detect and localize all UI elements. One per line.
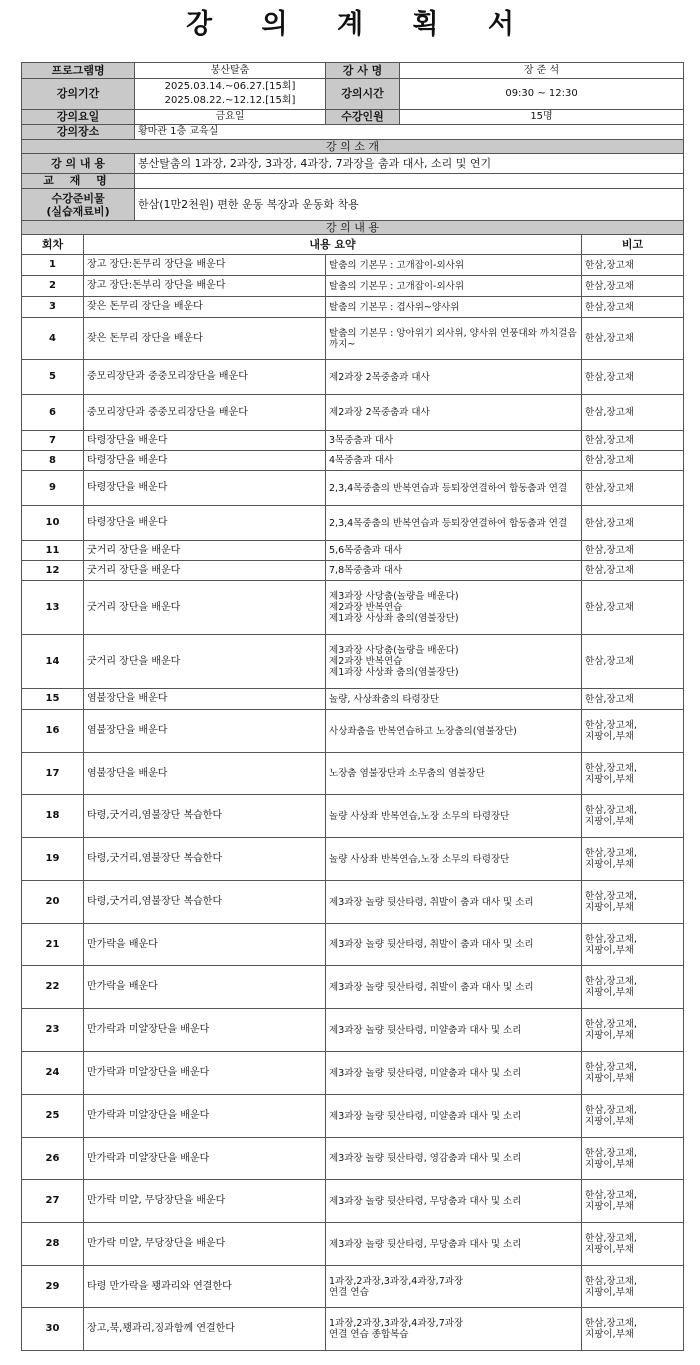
session-summary: 제3과장 사당춤(놀량을 배운다) 제2과장 반복연습 제1과장 사상좌 춤의(염불장단): [326, 581, 582, 635]
session-number: 19: [22, 838, 84, 881]
session-note: 한삼,장고채, 지팡이,부채: [582, 881, 684, 924]
session-note: 한삼,장고채: [582, 471, 684, 506]
session-activity: 잦은 돈무리 장단을 배운다: [84, 318, 326, 360]
session-number: 29: [22, 1266, 84, 1308]
session-activity: 중모리장단과 중중모리장단을 배운다: [84, 360, 326, 395]
session-row: [22, 881, 684, 924]
session-summary: 탈춤의 기본무 : 고개잡이-외사위: [326, 255, 582, 276]
content-value: 봉산탈춤의 1과장, 2과장, 3과장, 4과장, 7과장을 춤과 대사, 소리 및 연기: [135, 154, 684, 174]
session-row: [22, 541, 684, 561]
session-summary: 5,6목중춤과 대사: [326, 541, 582, 561]
session-row: [22, 753, 684, 795]
session-number: 30: [22, 1308, 84, 1351]
instructor-value: 장 준 석: [400, 63, 684, 79]
period-value: [135, 79, 326, 110]
place-value: 황마관 1층 교육실: [135, 125, 684, 140]
session-activity: 염불장단을 배운다: [84, 710, 326, 753]
session-summary: 제2과장 2목중춤과 대사: [326, 360, 582, 395]
session-activity: 타령,굿거리,염불장단 복습한다: [84, 838, 326, 881]
session-activity: 장고 장단:돈무리 장단을 배운다: [84, 255, 326, 276]
session-row: [22, 581, 684, 635]
lecture-plan-table: [21, 62, 684, 1351]
session-number: 2: [22, 276, 84, 297]
program-value: 봉산탈춤: [135, 63, 326, 79]
supplies-label-line-1: 수강준비물: [51, 191, 105, 205]
plan-rows: [22, 255, 684, 1351]
session-note: 한삼,장고채, 지팡이,부채: [582, 1095, 684, 1138]
session-row: [22, 838, 684, 881]
session-summary: 노장춤 염불장단과 소무춤의 염불장단: [326, 753, 582, 795]
session-activity: 타령,굿거리,염불장단 복습한다: [84, 795, 326, 838]
session-note: 한삼,장고채: [582, 581, 684, 635]
session-activity: 만가락과 미얄장단을 배운다: [84, 1095, 326, 1138]
session-note: 한삼,장고채, 지팡이,부채: [582, 1138, 684, 1180]
session-row: [22, 1266, 684, 1308]
session-number: 12: [22, 561, 84, 581]
session-note: 한삼,장고채, 지팡이,부채: [582, 795, 684, 838]
session-summary: 사상좌춤을 반복연습하고 노장춤의(염불장단): [326, 710, 582, 753]
session-activity: 염불장단을 배운다: [84, 689, 326, 710]
session-number: 26: [22, 1138, 84, 1180]
session-row: [22, 255, 684, 276]
session-row: [22, 431, 684, 451]
session-number: 6: [22, 395, 84, 431]
session-number: 27: [22, 1180, 84, 1223]
session-note: 한삼,장고채: [582, 635, 684, 689]
session-activity: 타령 만가락을 꽹과리와 연결한다: [84, 1266, 326, 1308]
session-row: [22, 360, 684, 395]
session-summary: 탈춤의 기본무 : 겹사위~양사위: [326, 297, 582, 318]
session-activity: 장고,북,꽹과리,징과함께 연결한다: [84, 1308, 326, 1351]
session-number: 3: [22, 297, 84, 318]
session-row: [22, 451, 684, 471]
session-note: 한삼,장고채: [582, 360, 684, 395]
session-number: 21: [22, 924, 84, 966]
session-row: [22, 471, 684, 506]
session-number: 1: [22, 255, 84, 276]
session-activity: 만가락과 미얄장단을 배운다: [84, 1138, 326, 1180]
session-activity: 만가락과 미얄장단을 배운다: [84, 1052, 326, 1095]
session-summary: 4목중춤과 대사: [326, 451, 582, 471]
session-activity: 타령장단을 배운다: [84, 431, 326, 451]
session-summary: 제3과장 놀량 뒷산타령, 무당춤과 대사 및 소리: [326, 1223, 582, 1266]
session-number: 8: [22, 451, 84, 471]
session-summary: 제3과장 놀량 뒷산타령, 무당춤과 대사 및 소리: [326, 1180, 582, 1223]
session-summary: 놀량 사상좌 반복연습,노장 소무의 타령장단: [326, 838, 582, 881]
period-line-1: 2025.03.14.~06.27.[15회]: [164, 81, 296, 92]
session-number: 22: [22, 966, 84, 1009]
session-activity: 만가락 미얄, 무당장단을 배운다: [84, 1223, 326, 1266]
capacity-label: 수강인원: [326, 110, 400, 125]
session-summary: 놀량 사상좌 반복연습,노장 소무의 타령장단: [326, 795, 582, 838]
col-summary-header: 내용 요약: [84, 235, 582, 255]
session-note: 한삼,장고채: [582, 318, 684, 360]
session-note: 한삼,장고채, 지팡이,부채: [582, 924, 684, 966]
session-summary: 탈춤의 기본무 : 앙아위기 외사위, 양사위 연풍대와 까치걸음 까지~: [326, 318, 582, 360]
document-title: 강 의 계 획 서: [185, 9, 534, 40]
session-row: [22, 966, 684, 1009]
period-label: 강의기간: [22, 79, 135, 110]
session-row: [22, 1009, 684, 1052]
content-label: 강 의 내 용: [22, 154, 135, 174]
session-number: 28: [22, 1223, 84, 1266]
session-number: 16: [22, 710, 84, 753]
session-row: [22, 561, 684, 581]
session-row: [22, 1138, 684, 1180]
session-note: 한삼,장고채: [582, 276, 684, 297]
session-row: [22, 635, 684, 689]
session-row: [22, 710, 684, 753]
session-activity: 만가락을 배운다: [84, 924, 326, 966]
session-row: [22, 1180, 684, 1223]
session-note: 한삼,장고채: [582, 541, 684, 561]
capacity-value: 15명: [400, 110, 684, 125]
plan-section-header: 강 의 내 용: [22, 221, 684, 235]
intro-section-header: 강 의 소 개: [22, 140, 684, 154]
instructor-label: 강 사 명: [326, 63, 400, 79]
session-summary: 탈춤의 기본무 : 고개잡이-외사위: [326, 276, 582, 297]
session-note: 한삼,장고채, 지팡이,부채: [582, 753, 684, 795]
session-row: [22, 1052, 684, 1095]
session-activity: 타령장단을 배운다: [84, 451, 326, 471]
session-number: 5: [22, 360, 84, 395]
session-summary: 제3과장 사당춤(놀량을 배운다) 제2과장 반복연습 제1과장 사상좌 춤의(염불장단): [326, 635, 582, 689]
textbook-value: [135, 174, 684, 189]
session-summary: 제3과장 놀량 뒷산타령, 취발이 춤과 대사 및 소리: [326, 924, 582, 966]
session-summary: 놀량, 사상좌춤의 타령장단: [326, 689, 582, 710]
session-number: 18: [22, 795, 84, 838]
session-row: [22, 1095, 684, 1138]
session-row: [22, 1308, 684, 1351]
session-note: 한삼,장고채, 지팡이,부채: [582, 1308, 684, 1351]
session-number: 25: [22, 1095, 84, 1138]
session-note: 한삼,장고채, 지팡이,부채: [582, 838, 684, 881]
session-number: 10: [22, 506, 84, 541]
supplies-label-line-2: (실습재료비): [46, 204, 110, 218]
session-activity: 굿거리 장단을 배운다: [84, 635, 326, 689]
session-summary: 제3과장 놀량 뒷산타령, 영감춤과 대사 및 소리: [326, 1138, 582, 1180]
session-activity: 타령장단을 배운다: [84, 471, 326, 506]
session-row: [22, 276, 684, 297]
col-note-header: 비고: [582, 235, 684, 255]
session-note: 한삼,장고채, 지팡이,부채: [582, 1223, 684, 1266]
session-activity: 만가락 미얄, 무당장단을 배운다: [84, 1180, 326, 1223]
session-summary: 3목중춤과 대사: [326, 431, 582, 451]
session-activity: 만가락을 배운다: [84, 966, 326, 1009]
session-row: [22, 395, 684, 431]
session-summary: 제3과장 놀량 뒷산타령, 미얄춤과 대사 및 소리: [326, 1009, 582, 1052]
session-row: [22, 506, 684, 541]
session-note: 한삼,장고채, 지팡이,부채: [582, 1180, 684, 1223]
session-number: 9: [22, 471, 84, 506]
col-session-header: 회차: [22, 235, 84, 255]
session-note: 한삼,장고채, 지팡이,부채: [582, 1052, 684, 1095]
session-note: 한삼,장고채: [582, 506, 684, 541]
session-summary: 2,3,4목중춤의 반복연습과 등퇴장연결하여 합동춤과 연결: [326, 471, 582, 506]
session-number: 13: [22, 581, 84, 635]
session-activity: 타령,굿거리,염불장단 복습한다: [84, 881, 326, 924]
session-note: 한삼,장고채, 지팡이,부채: [582, 966, 684, 1009]
session-summary: 1과장,2과장,3과장,4과장,7과장 연결 연습: [326, 1266, 582, 1308]
session-row: [22, 924, 684, 966]
session-note: 한삼,장고채, 지팡이,부채: [582, 710, 684, 753]
session-number: 14: [22, 635, 84, 689]
session-activity: 잦은 돈무리 장단을 배운다: [84, 297, 326, 318]
session-summary: 2,3,4목중춤의 반복연습과 등퇴장연결하여 합동춤과 연결: [326, 506, 582, 541]
place-label: 강의장소: [22, 125, 135, 140]
session-row: [22, 297, 684, 318]
session-note: 한삼,장고채: [582, 297, 684, 318]
time-value: 09:30 ~ 12:30: [400, 79, 684, 110]
session-note: 한삼,장고채: [582, 689, 684, 710]
session-summary: 제3과장 놀량 뒷산타령, 취발이 춤과 대사 및 소리: [326, 881, 582, 924]
session-row: [22, 795, 684, 838]
session-activity: 굿거리 장단을 배운다: [84, 561, 326, 581]
textbook-label: 교 재 명: [22, 174, 135, 189]
session-activity: 타령장단을 배운다: [84, 506, 326, 541]
session-note: 한삼,장고채: [582, 561, 684, 581]
session-row: [22, 689, 684, 710]
session-number: 11: [22, 541, 84, 561]
session-note: 한삼,장고채: [582, 255, 684, 276]
session-activity: 장고 장단:돈부리 장단을 배운다: [84, 276, 326, 297]
session-note: 한삼,장고채: [582, 395, 684, 431]
program-label: 프로그램명: [22, 63, 135, 79]
session-summary: 제3과장 놀량 뒷산타령, 미얄춤과 대사 및 소리: [326, 1095, 582, 1138]
session-summary: 제2과장 2목중춤과 대사: [326, 395, 582, 431]
session-number: 24: [22, 1052, 84, 1095]
session-number: 15: [22, 689, 84, 710]
session-summary: 7,8목중춤과 대사: [326, 561, 582, 581]
session-activity: 중모리장단과 중중모리장단을 배운다: [84, 395, 326, 431]
session-number: 4: [22, 318, 84, 360]
session-summary: 제3과장 놀량 뒷산타령, 취발이 춤과 대사 및 소리: [326, 966, 582, 1009]
day-label: 강의요일: [22, 110, 135, 125]
supplies-label: [22, 189, 135, 221]
session-number: 17: [22, 753, 84, 795]
session-note: 한삼,장고채, 지팡이,부채: [582, 1266, 684, 1308]
time-label: 강의시간: [326, 79, 400, 110]
session-note: 한삼,장고채: [582, 431, 684, 451]
supplies-value: 한삼(1만2천원) 편한 운동 복장과 운동화 착용: [135, 189, 684, 221]
session-summary: 1과장,2과장,3과장,4과장,7과장 연결 연습 종합복습: [326, 1308, 582, 1351]
period-line-2: 2025.08.22.~12.12.[15회]: [164, 95, 296, 106]
session-activity: 만가락과 미얄장단을 배운다: [84, 1009, 326, 1052]
session-note: 한삼,장고채, 지팡이,부채: [582, 1009, 684, 1052]
session-activity: 염불장단을 배운다: [84, 753, 326, 795]
session-activity: 굿거리 장단을 배운다: [84, 541, 326, 561]
session-number: 23: [22, 1009, 84, 1052]
session-row: [22, 318, 684, 360]
session-row: [22, 1223, 684, 1266]
session-number: 7: [22, 431, 84, 451]
session-activity: 굿거리 장단을 배운다: [84, 581, 326, 635]
session-summary: 제3과장 놀량 뒷산타령, 미얄춤과 대사 및 소리: [326, 1052, 582, 1095]
day-value: 금요일: [135, 110, 326, 125]
session-note: 한삼,장고채: [582, 451, 684, 471]
session-number: 20: [22, 881, 84, 924]
